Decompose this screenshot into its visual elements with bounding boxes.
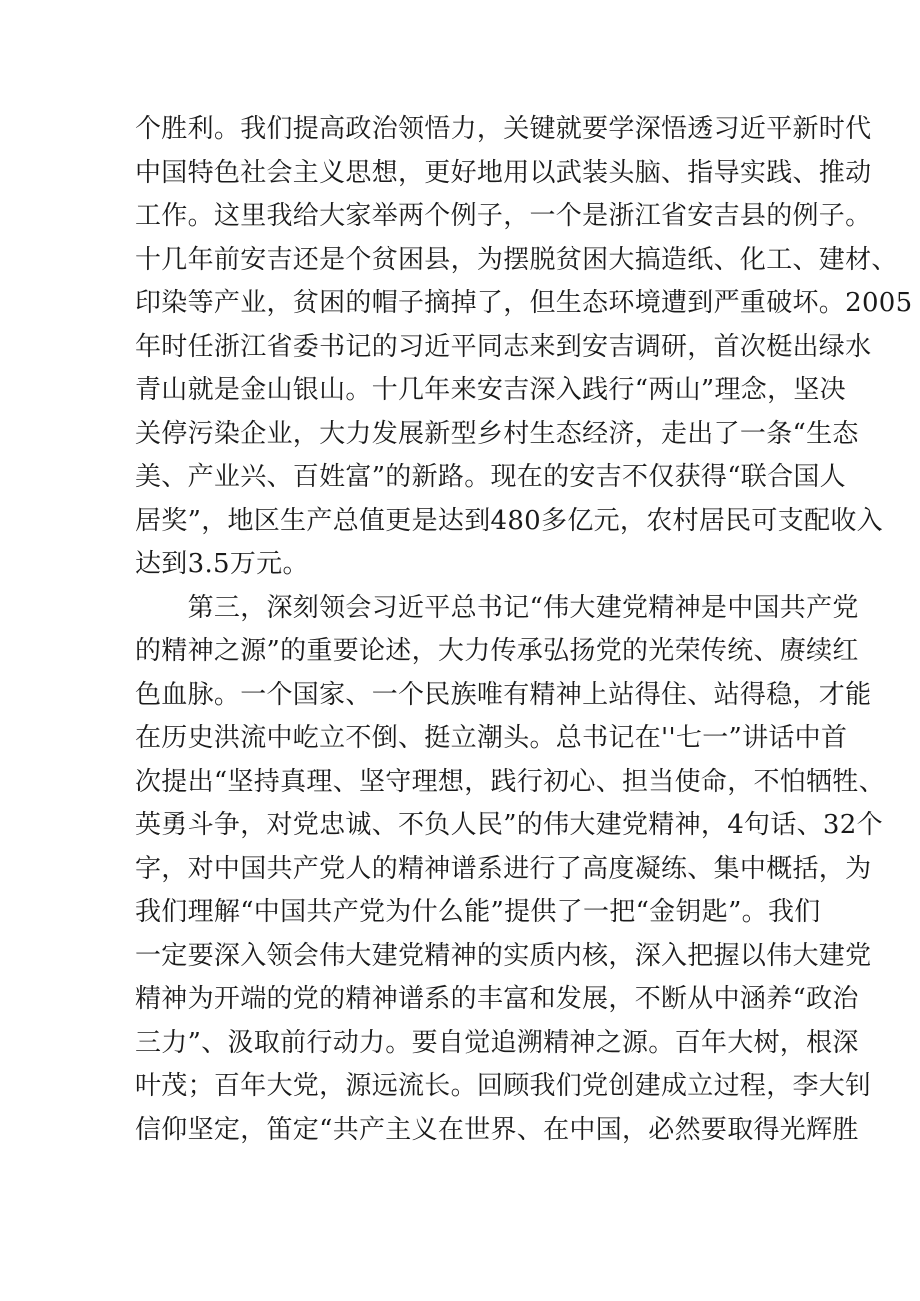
text-line: 个胜利。我们提高政治领悟力，关键就要学深悟透习近平新时代 [135, 114, 872, 144]
text-line: 次提出“坚持真理、坚守理想，践行初心、担当使命，不怕牺牲、 [135, 766, 885, 797]
text-line: 中国特色社会主义思想，更好地用以武装头脑、指导实践、推动 [135, 157, 872, 188]
text-line: 的精神之源”的重要论述，大力传承弘扬党的光荣传统、赓续红 [135, 636, 859, 666]
text-line: 信仰坚定，笛定“共产主义在世界、在中国，必然要取得光辉胜 [135, 1114, 859, 1145]
text-line: 英勇斗争，对党忠诚、不负人民”的伟大建党精神，4句话、32个 [135, 810, 883, 840]
text-line: 印染等产业，贫困的帽子摘掉了，但生态环境遭到严重破坏。2005 [135, 288, 913, 318]
text-line: 一定要深入领会伟大建党精神的实质内核，深入把握以伟大建党 [135, 940, 872, 971]
text-line: 居奖”，地区生产总值更是达到480多亿元，农村居民可支配收入 [135, 505, 883, 536]
text-line: 达到3.5万元。 [135, 549, 309, 579]
text-line: 色血脉。一个国家、一个民族唯有精神上站得住、站得稳，才能 [135, 679, 872, 710]
text-line: 第三，深刻领会习近平总书记“伟大建党精神是中国共产党 [135, 592, 859, 623]
text-line: 美、产业兴、百姓富”的新路。现在的安吉不仅获得“联合国人 [135, 462, 846, 492]
text-line: 三力”、汲取前行动力。要自觉追溯精神之源。百年大树，根深 [135, 1027, 859, 1058]
text-line: 工作。这里我给大家举两个例子，一个是浙江省安吉县的例子。 [135, 201, 872, 231]
text-line: 我们理解“中国共产党为什么能”提供了一把“金钥匙”。我们 [135, 897, 821, 927]
text-line: 精神为开端的党的精神谱系的丰富和发展，不断从中涵养“政治 [135, 984, 859, 1014]
text-line: 青山就是金山银山。十几年来安吉深入践行“两山”理念，坚决 [135, 375, 846, 405]
paragraph-1 [135, 108, 913, 587]
text-line: 关停污染企业，大力发展新型乡村生态经济，走出了一条“生态 [135, 418, 859, 449]
text-line: 叶茂；百年大党，源远流长。回顾我们党创建成立过程，李大钊 [135, 1071, 872, 1101]
text-line: 在历史洪流中屹立不倒、挺立潮头。总书记在''七一”讲话中首 [135, 723, 848, 753]
paragraph-2 [135, 587, 885, 1153]
body-text [135, 108, 913, 1152]
text-line: 年时任浙江省委书记的习近平同志来到安吉调研，首次梃出绿水 [135, 331, 872, 362]
text-line: 十几年前安吉还是个贫困县，为摆脱贫困大搞造纸、化工、建材、 [135, 244, 898, 275]
text-line: 字，对中国共产党人的精神谱系进行了高度凝练、集中概括，为 [135, 853, 872, 884]
